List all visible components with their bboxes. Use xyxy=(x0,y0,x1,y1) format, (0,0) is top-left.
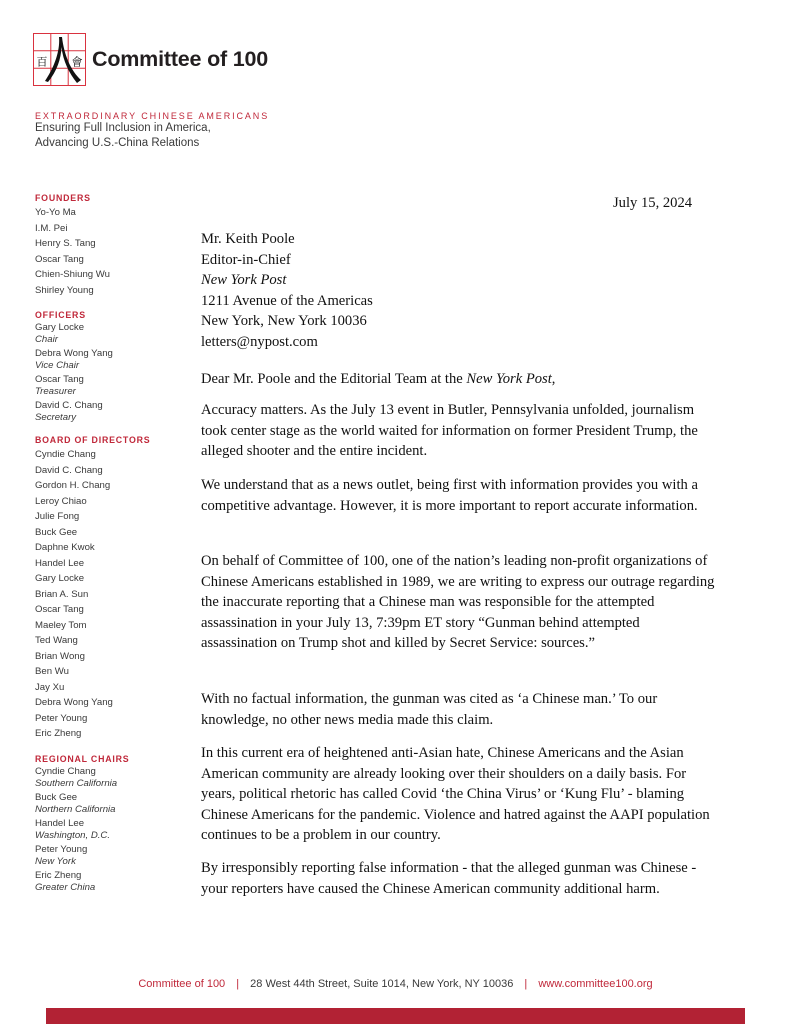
recipient-publication: New York Post xyxy=(201,272,287,289)
salutation-suffix: , xyxy=(551,371,556,387)
body-paragraph-1: Accuracy matters. As the July 13 event in Butler, Pennsylvania unfolded, journalism took center stage as the world waited for information on former President Trump, the alleged shooter and the entire incident. xyxy=(201,402,698,460)
officers-section xyxy=(35,310,175,423)
roster-person xyxy=(35,870,175,893)
roster-name: Oscar Tang xyxy=(35,604,84,615)
roster-name: Henry S. Tang xyxy=(35,238,96,249)
roster-role: Vice Chair xyxy=(35,360,80,371)
logo-char-left: 百 xyxy=(36,55,48,69)
roster-name: Handel Lee xyxy=(35,817,85,829)
footer-address: 28 West 44th Street, Suite 1014, New York, NY 10036 xyxy=(250,978,514,990)
roster-name: Jay Xu xyxy=(35,681,65,693)
officers-list xyxy=(35,322,175,423)
roster-role: Treasurer xyxy=(35,386,76,397)
roster-name: Handel Lee xyxy=(35,557,85,569)
salutation-prefix: Dear Mr. Poole and the Editorial Team at the xyxy=(201,371,467,387)
letter-date: July 15, 2024 xyxy=(613,195,693,211)
sidebar-roster xyxy=(35,193,175,905)
roster-name: Peter Young xyxy=(35,843,88,855)
roster-name: Peter Young xyxy=(35,712,88,724)
roster-name: Eric Zheng xyxy=(35,728,82,739)
roster-name: Chien-Shiung Wu xyxy=(35,269,111,280)
roster-role: Northern California xyxy=(35,803,116,815)
roster-name: Gordon H. Chang xyxy=(35,480,111,491)
footer-separator: | xyxy=(236,978,240,990)
roster-name: Ben Wu xyxy=(35,666,69,677)
body-paragraph-5: In this current era of heightened anti-Asian hate, Chinese Americans and the Asian American community are already looking over their shoulders on a daily basis. For years, political rhetoric has called Covid ‘the China Virus’ or ‘Kung Flu’ - blaming Chinese Americans for the pandemic. Violence and hatred against the AAPI population continues to be a problem in our country. xyxy=(201,745,710,844)
roster-name: Brian A. Sun xyxy=(35,588,89,600)
brand-name: Committee of 100 xyxy=(92,47,269,71)
footer-org: Committee of 100 xyxy=(138,978,226,990)
tagline: EXTRAORDINARY CHINESE AMERICANS xyxy=(35,111,270,121)
roster-person xyxy=(35,818,175,841)
roster-name: Maeley Tom xyxy=(35,619,87,631)
mission-line-1: Ensuring Full Inclusion in America, xyxy=(35,122,211,134)
roster-name: I.M. Pei xyxy=(35,222,68,234)
mission-line-2: Advancing U.S.-China Relations xyxy=(35,137,200,149)
officers-heading: OFFICERS xyxy=(35,310,86,320)
recipient-street: 1211 Avenue of the Americas xyxy=(201,292,373,309)
roster-name: Daphne Kwok xyxy=(35,542,95,553)
body-paragraph-3: On behalf of Committee of 100, one of the nation’s leading non-profit organizations of Chinese Americans established in 1989, we are writing to express our outrage regarding the inaccurate reporting that a Chinese man was responsible for the attempted assassination in your July 13, 7:39pm ET story “Gunman behind attempted assassination on Trump shot and killed by Secret Service: sources.” xyxy=(201,553,715,652)
roster-person xyxy=(35,400,175,423)
roster-name: Leroy Chiao xyxy=(35,495,87,507)
recipient-email: letters@nypost.com xyxy=(201,333,318,350)
roster-name: Oscar Tang xyxy=(35,374,84,385)
roster-person xyxy=(35,844,175,867)
regional-heading: REGIONAL CHAIRS xyxy=(35,753,130,764)
roster-name: Cyndie Chang xyxy=(35,765,96,777)
recipient-address xyxy=(201,229,373,353)
logo-mark-icon xyxy=(33,33,86,86)
regional-section xyxy=(35,754,175,893)
logo-char-right: 會 xyxy=(71,55,83,69)
roster-person xyxy=(35,792,175,815)
recipient-name: Mr. Keith Poole xyxy=(201,231,295,247)
board-list xyxy=(35,447,175,742)
roster-name: Cyndie Chang xyxy=(35,449,96,460)
board-section xyxy=(35,435,175,742)
founders-list xyxy=(35,205,175,298)
footer-separator: | xyxy=(524,978,528,990)
roster-name: David C. Chang xyxy=(35,400,103,411)
roster-role: New York xyxy=(35,855,76,867)
footer-website-link[interactable]: www.committee100.org xyxy=(538,978,653,990)
roster-name: Shirley Young xyxy=(35,284,94,296)
tagline-block xyxy=(35,111,269,151)
logo xyxy=(33,33,268,86)
roster-name: Buck Gee xyxy=(35,791,78,803)
founders-heading: FOUNDERS xyxy=(35,193,91,203)
roster-role: Secretary xyxy=(35,412,77,423)
body-paragraph-4: With no factual information, the gunman was cited as ‘a Chinese man.’ To our knowledge, no other news media made this claim. xyxy=(201,691,658,728)
roster-name: Gary Locke xyxy=(35,573,85,584)
roster-role: Greater China xyxy=(35,881,96,893)
roster-name: Yo-Yo Ma xyxy=(35,207,76,218)
roster-name: Oscar Tang xyxy=(35,253,84,265)
founders-section xyxy=(35,193,175,298)
roster-person xyxy=(35,348,175,371)
roster-name: Debra Wong Yang xyxy=(35,697,113,708)
roster-role: Washington, D.C. xyxy=(35,829,111,841)
body-paragraph-2: We understand that as a news outlet, being first with information provides you with a competitive advantage. However, it is more important to report accurate information. xyxy=(201,477,698,514)
roster-name: Debra Wong Yang xyxy=(35,348,113,359)
roster-person xyxy=(35,766,175,789)
roster-name: Julie Fong xyxy=(35,511,80,522)
recipient-title: Editor-in-Chief xyxy=(201,251,291,268)
salutation xyxy=(201,371,555,388)
roster-name: Gary Locke xyxy=(35,322,85,333)
salutation-publication: New York Post xyxy=(466,371,552,387)
roster-name: Brian Wong xyxy=(35,650,85,662)
roster-role: Southern California xyxy=(35,777,118,789)
roster-person xyxy=(35,374,175,397)
roster-role: Chair xyxy=(35,334,58,345)
roster-name: Eric Zheng xyxy=(35,869,82,881)
body-paragraph-6: By irresponsibly reporting false information - that the alleged gunman was Chinese - your reporters have caused the Chinese American community additional harm. xyxy=(201,860,697,897)
roster-name: Buck Gee xyxy=(35,526,78,538)
board-heading: BOARD OF DIRECTORS xyxy=(35,435,151,445)
recipient-city: New York, New York 10036 xyxy=(201,313,367,330)
regional-list xyxy=(35,766,175,893)
roster-name: David C. Chang xyxy=(35,464,103,476)
footer-bar xyxy=(46,1008,745,1024)
roster-name: Ted Wang xyxy=(35,635,78,646)
roster-person xyxy=(35,322,175,345)
footer xyxy=(0,978,791,990)
